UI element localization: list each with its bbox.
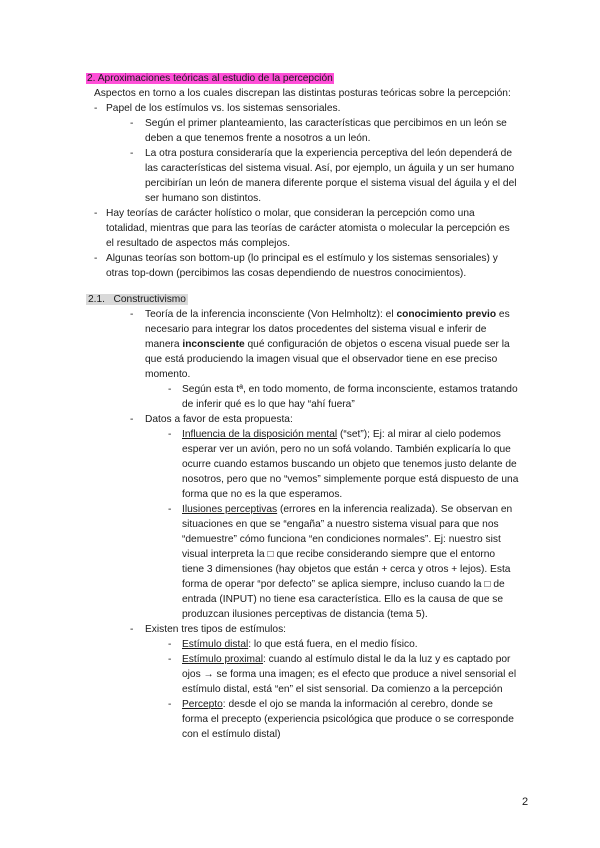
theory-line: momento. (145, 369, 191, 380)
sub-list-item-continued: “demuestre” cómo funciona “en condiciones normales”. Ej: nuestro sist (182, 534, 501, 545)
list-item: Hay teorías de carácter holístico o molar, que consideran la percepción como una (106, 208, 475, 219)
bullet-dash: - (168, 654, 172, 665)
underlined-term: Estímulo proximal (182, 654, 263, 665)
bullet-dash: - (130, 148, 134, 159)
sub-list-item-continued: visual interpreta la □ que recibe considerando siempre que el entorno (182, 549, 496, 560)
sub-list-item-continued: percibirían un león de manera diferente porque el sistema visual del águila y el del (145, 178, 517, 189)
bullet-dash: - (168, 384, 172, 395)
theory-line: necesario para integrar los datos procedentes del sistema visual e inferir de (145, 324, 487, 335)
bullet-dash: - (168, 429, 172, 440)
section-heading-text: 2. Aproximaciones teóricas al estudio de la percepción (87, 73, 333, 84)
sub-list-item-continued: las características del sistema visual. Así, por ejemplo, un águila y un ser humano (145, 163, 515, 174)
sub-list-item: Estímulo proximal: cuando al estímulo distal le da la luz y es captado por (182, 654, 511, 665)
bold-term: conocimiento previo (396, 309, 497, 320)
sub-list-item-continued: deben a que tenemos frente a nosotros a un león. (145, 133, 371, 144)
sub-list-item: Ilusiones perceptivas (errores en la inferencia realizada). Se observan en (182, 504, 513, 515)
subsection-number: 2.1. (88, 294, 105, 305)
underlined-term: Estímulo distal (182, 639, 249, 650)
bullet-dash: - (130, 624, 134, 635)
sub-list-item-continued: ojos → se forma una imagen; es el efecto que produce a nivel sensorial el (182, 669, 517, 680)
sub-list-item-continued: de inferir qué es lo que hay “ahí fuera” (182, 399, 355, 410)
bullet-dash: - (168, 639, 172, 650)
underlined-term: Influencia de la disposición mental (182, 429, 338, 440)
list-item-continued: otras top-down (percibimos las cosas dependiendo de nuestros conocimientos). (106, 268, 467, 279)
sub-list-item-continued: estímulo distal, está “en” el sist sensorial. Da comienzo a la percepción (182, 684, 503, 695)
section-heading (86, 71, 334, 86)
sub-list-item-continued: forma de operar “por defecto” se aplica siempre, incluso cuando la □ de (182, 579, 505, 590)
bullet-dash: - (130, 309, 134, 320)
sub-list-item-continued: ocurre cuando estamos buscando un objeto que tenemos justo delante de (182, 459, 517, 470)
sub-list-item-continued: esperar ver un avión, pero no un sofá volando. También explicaría lo que (182, 444, 511, 455)
list-item: Datos a favor de esta propuesta: (145, 414, 293, 425)
intro-text: Aspectos en torno a los cuales discrepan las distintas posturas teóricas sobre la percepción: (94, 88, 511, 99)
bullet-dash: - (130, 414, 134, 425)
theory-line: que está produciendo la imagen visual que el observador tiene en ese preciso (145, 354, 498, 365)
sub-list-item-continued: entrada (INPUT) no tiene esa característica. Ello es la causa de que se (182, 594, 504, 605)
bullet-dash: - (168, 699, 172, 710)
list-item-continued: totalidad, mientras que para las teorías de carácter atomista o molecular la percepción es (106, 223, 510, 234)
underlined-term: Percepto (182, 699, 223, 710)
bullet-dash: - (94, 208, 98, 219)
bullet-dash: - (94, 253, 98, 264)
sub-list-item: Estímulo distal: lo que está fuera, en el medio físico. (182, 639, 418, 650)
sub-list-item: La otra postura consideraría que la experiencia perceptiva del león dependerá de (145, 148, 512, 159)
sub-list-item-continued: forma el precepto (experiencia psicológica que produce o se corresponde (182, 714, 514, 725)
sub-list-item: Percepto: desde el ojo se manda la información al cerebro, donde se (182, 699, 493, 710)
sub-list-item: Según el primer planteamiento, las características que percibimos en un león se (145, 118, 507, 129)
sub-list-item-continued: nosotros, pero que no “vemos” simplemente porque está dispuesto de una (182, 474, 519, 485)
list-item: Papel de los estímulos vs. los sistemas sensoriales. (106, 103, 341, 114)
bullet-dash: - (130, 118, 134, 129)
page-number: 2 (522, 796, 529, 808)
theory-line: manera inconsciente qué configuración de objetos o escena visual puede ser la (145, 339, 510, 350)
list-item-continued: el resultado de aspectos más complejos. (106, 238, 291, 249)
sub-list-item-continued: ser humano son distintos. (145, 193, 262, 204)
sub-list-item-continued: produzcan ilusiones perceptivas de distancia (tema 5). (182, 609, 428, 620)
theory-line: Teoría de la inferencia inconsciente (Von Helmholtz): el conocimiento previo es (145, 309, 510, 320)
bold-term: inconsciente (182, 339, 245, 350)
sub-list-item: Influencia de la disposición mental (“set”); Ej: al mirar al cielo podemos (182, 429, 501, 440)
sub-list-item-continued: tiene 3 dimensiones (hay objetos que están + cerca y otros + lejos). Esta (182, 564, 511, 575)
list-item: Existen tres tipos de estímulos: (145, 624, 286, 635)
subsection-title: Constructivismo (113, 294, 186, 305)
sub-list-item-continued: situaciones en que se “engaña” a nuestro sistema visual para que nos (182, 519, 499, 530)
sub-list-item-continued: con el estímulo distal) (182, 729, 281, 740)
sub-list-item-continued: forma que no es la que esperamos. (182, 489, 343, 500)
bullet-dash: - (94, 103, 98, 114)
list-item: Algunas teorías son bottom-up (lo principal es el estímulo y los sistemas sensoriales) y (106, 253, 498, 264)
sub-list-item: Según esta tª, en todo momento, de forma inconsciente, estamos tratando (182, 384, 518, 395)
subsection-heading (86, 292, 188, 307)
underlined-term: Ilusiones perceptivas (182, 504, 278, 515)
bullet-dash: - (168, 504, 172, 515)
